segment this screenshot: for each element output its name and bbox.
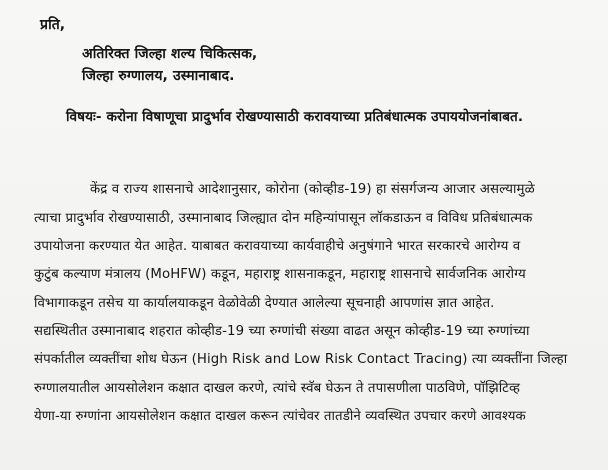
recipient-line-1: अतिरिक्त जिल्हा शल्य चिकित्सक, [82,46,258,62]
body-line: विभागाकडून तसेच या कार्यालयाकडून वेळोवेळी देण्यात आलेल्या सूचनाही आपणांस ज्ञात आहेत. [34,296,495,311]
body-line: कुटुंब कल्याण मंत्रालय (MoHFW) कडून, महाराष्ट्र शासनाकडून, महाराष्ट्र शासनाचे सार्वजनिक आरोग्य [34,267,526,282]
subject-line [66,108,523,126]
body-line: त्याचा प्रादुर्भाव रोखण्यासाठी, उस्मानाबाद जिल्ह्यात दोन महिन्यांपासून लॉकडाऊन व विविध प्रतिबंधात्मक [34,211,533,226]
body-line: रुग्णालयातील आयसोलेशन कक्षात दाखल करणे, त्यांचे स्वॅब घेऊन ते तपासणीला पाठविणे, पॉझिटिव्ह [34,381,521,396]
salutation: प्रति, [40,17,66,33]
recipient-line-2: जिल्हा रुग्णालय, उस्मानाबाद. [82,68,235,84]
body-line: उपायोजना करण्यात येत आहेत. याबाबत करावयाच्या कार्यवाहीचे अनुषंगाने भारत सरकारचे आरोग्य व [34,239,521,254]
body-line: केंद्र व राज्य शासनाचे आदेशानुसार, कोरोना (कोव्हीड-19) हा संसर्गजन्य आजार असल्यामुळे [90,182,535,197]
body-line: संपर्कातील व्यक्तींचा शोध घेऊन (High Risk and Low Risk Contact Tracing) त्या व्यक्तींना जिल्हा [34,352,568,367]
subject-label: विषयः- [66,109,102,125]
subject-text: करोना विषाणूचा प्रादुर्भाव रोखण्यासाठी करावयाच्या प्रतिबंधात्मक उपाययोजनांबाबत. [106,109,524,125]
body-line: सद्यस्थितीत उस्मानाबाद शहरात कोव्हीड-19 च्या रुग्णांची संख्या वाढत असून कोव्हीड-19 च्या रुग्णांच्या [34,324,530,339]
body-line: येणा-या रुग्णांना आयसोलेशन कक्षात दाखल करून त्यांचेवर तातडीने व्यवस्थित उपचार करणे आवश्यक [34,409,526,424]
